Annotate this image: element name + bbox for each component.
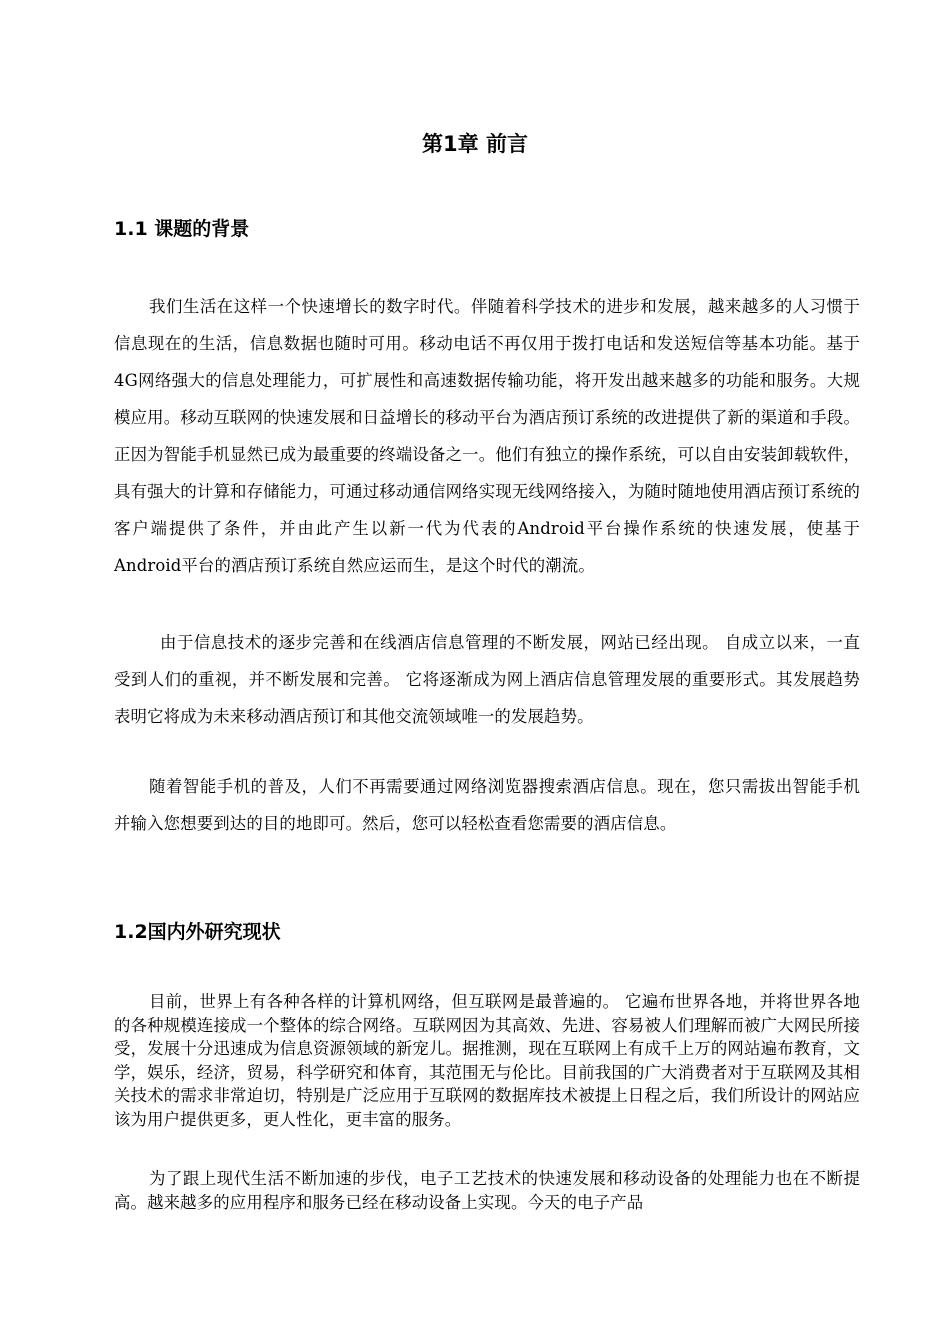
paragraph: 由于信息技术的逐步完善和在线酒店信息管理的不断发展，网站已经出现。 自成立以来，一直受到人们的重视，并不断发展和完善。 它将逐渐成为网上酒店信息管理发展的重要形式。其发展趋势表明它将成为未来移动酒店预订和其他交流领域唯一的发展趋势。 xyxy=(114,633,860,726)
chapter-title: 第1章 前言 xyxy=(422,132,528,156)
paragraph: 为了跟上现代生活不断加速的步伐，电子工艺技术的快速发展和移动设备的处理能力也在不断提高。越来越多的应用程序和服务已经在移动设备上实现。今天的电子产品 xyxy=(114,1169,860,1212)
paragraph: 随着智能手机的普及，人们不再需要通过网络浏览器搜索酒店信息。现在，您只需拔出智能手机并输入您想要到达的目的地即可。然后，您可以轻松查看您需要的酒店信息。 xyxy=(114,777,860,833)
paragraph: 我们生活在这样一个快速增长的数字时代。伴随着科学技术的进步和发展，越来越多的人习惯于信息现在的生活，信息数据也随时可用。移动电话不再仅用于拨打电话和发送短信等基本功能。基于4G网络强大的信息处理能力，可扩展性和高速数据传输功能，将开发出越来越多的功能和服务。大规模应用。移动互联网的快速发展和日益增长的移动平台为酒店预订系统的改进提供了新的渠道和手段。正因为智能手机显然已成为最重要的终端设备之一。他们有独立的操作系统，可以自由安装卸载软件，具有强大的计算和存储能力，可通过移动通信网络实现无线网络接入，为随时随地使用酒店预订系统的客户端提供了条件，并由此产生以新一代为代表的Android平台操作系统的快速发展，使基于Android平台的酒店预订系统自然应运而生，是这个时代的潮流。 xyxy=(114,297,860,575)
section-heading-background: 1.1 课题的背景 xyxy=(114,218,250,240)
section-heading-research-status: 1.2国内外研究现状 xyxy=(114,921,281,943)
paragraph: 目前，世界上有各种各样的计算机网络，但互联网是最普遍的。 它遍布世界各地，并将世界各地的各种规模连接成一个整体的综合网络。互联网因为其高效、先进、容易被人们理解而被广大网民所接受，发展十分迅速成为信息资源领域的新宠儿。据推测，现在互联网上有成千上万的网站遍布教育，文学，娱乐，经济，贸易，科学研究和体育，其范围无与伦比。目前我国的广大消费者对于互联网及其相关技术的需求非常迫切，特别是广泛应用于互联网的数据库技术被提上日程之后，我们所设计的网站应该为用户提供更多，更人性化，更丰富的服务。 xyxy=(114,992,860,1129)
